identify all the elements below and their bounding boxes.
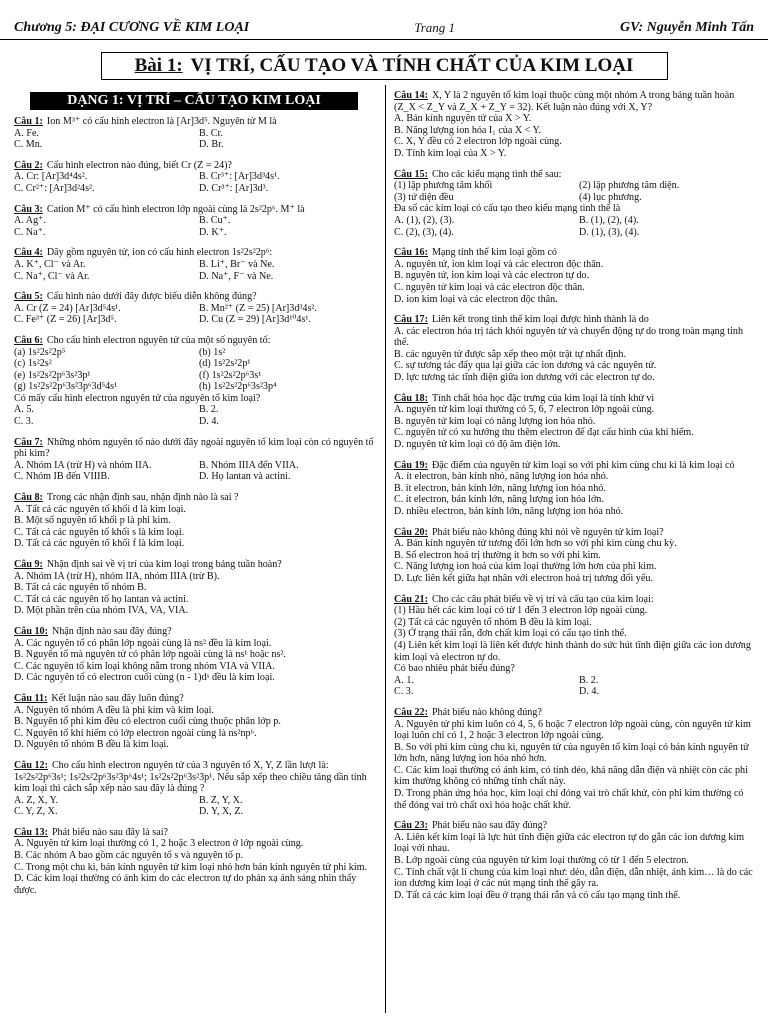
question-label: Câu 15: bbox=[394, 168, 428, 180]
answer-option: A. Nguyên tử phi kim luôn có 4, 5, 6 hoặc 7 electron lớp ngoài cùng, còn nguyên tử kim loại luôn chỉ có 1, 2 hoặc 3 electron lớp ngoài cùng. bbox=[394, 718, 751, 742]
question-block bbox=[394, 169, 754, 239]
page-header bbox=[0, 0, 768, 40]
answer-option: A. Cr (Z = 24) [Ar]3d⁵4s¹. bbox=[14, 302, 121, 314]
answer-options bbox=[14, 638, 374, 684]
answer-option: D. K⁺. bbox=[199, 226, 227, 238]
question-text: Câu 21: Cho các câu phát biểu về vị trí và cấu tạo của kim loại: bbox=[394, 593, 654, 605]
answer-options bbox=[14, 171, 374, 194]
answer-option: B. Nguyên tố phi kim đều có electron cuối cùng thuộc phân lớp p. bbox=[14, 716, 281, 728]
question-label: Câu 9: bbox=[14, 559, 43, 570]
answer-option: D. Tất cả các kim loại đều ở trạng thái rắn và có cấu tạo mạng tinh thể. bbox=[394, 889, 681, 901]
question-text: (4) Liên kết kim loại là liên kết được hình thành do sức hút tĩnh điện giữa các ion dương kim loại và electron tự do. bbox=[394, 639, 751, 663]
answer-option: A. Z, X, Y. bbox=[14, 794, 59, 806]
question-label: Câu 16: bbox=[394, 247, 428, 259]
question-label: Câu 8: bbox=[14, 492, 43, 504]
question-text: (3) Ở trạng thái rắn, đơn chất kim loại có cấu tạo tinh thể. bbox=[394, 628, 627, 640]
answer-option: C. Các kim loại thường có ánh kim, có tính dẻo, khả năng dẫn điện và nhiệt còn các phi kim thường không có những tính chất này. bbox=[394, 764, 748, 788]
question-text: Câu 1: Ion M³⁺ có cấu hình electron là [Ar]3d⁵. Nguyên tử M là bbox=[14, 116, 277, 127]
question-label: Câu 11: bbox=[14, 692, 48, 704]
answer-option: D. Na⁺, F⁻ và Ne. bbox=[199, 270, 274, 282]
question-block bbox=[394, 314, 754, 384]
answer-option: C. (2), (3), (4). bbox=[394, 226, 454, 238]
answer-option: A. ít electron, bán kính nhỏ, năng lượng ion hóa nhỏ. bbox=[394, 471, 609, 483]
answer-options bbox=[14, 128, 374, 151]
answer-option: A. Các nguyên tố có phân lớp ngoài cùng là ns² đều là kim loại. bbox=[14, 637, 272, 649]
answer-option: C. Trong một chu kì, bán kính nguyên tử kim loại nhỏ hơn bán kính nguyên tử phi kim. bbox=[14, 861, 368, 873]
question-label: Câu 22: bbox=[394, 706, 428, 718]
question-block bbox=[394, 527, 754, 585]
question-block bbox=[394, 594, 754, 698]
answer-option: B. Các nhóm A bao gồm các nguyên tố s và nguyên tố p. bbox=[14, 850, 244, 862]
answer-options bbox=[394, 326, 754, 384]
question-block bbox=[394, 393, 754, 451]
answer-option: A. 5. bbox=[14, 404, 34, 416]
answer-option: B. 2. bbox=[579, 674, 599, 686]
question-label: Câu 4: bbox=[14, 247, 43, 259]
answer-option: C. Tất cả các nguyên tố họ lantan và actini. bbox=[14, 593, 189, 605]
answer-options bbox=[394, 215, 754, 238]
answer-options bbox=[394, 675, 754, 698]
question-text: (1) Hầu hết các kim loại có từ 1 đến 3 electron lớp ngoài cùng. bbox=[394, 605, 648, 617]
question-block bbox=[394, 707, 754, 811]
question-block bbox=[14, 335, 374, 428]
answer-option: (a) 1s²2s²2p⁵ bbox=[14, 346, 66, 358]
answer-option: D. nhiều electron, bán kính lớn, năng lượng ion hóa nhỏ. bbox=[394, 506, 624, 517]
answer-option: D. Các kim loại thường có ánh kim do các electron tự do phản xạ ánh sáng nhìn thấy được. bbox=[14, 873, 357, 896]
answer-option: A. Nhóm IA (trừ H) và nhóm IIA. bbox=[14, 459, 152, 471]
answer-option: A. Fe. bbox=[14, 127, 39, 139]
question-label: Câu 13: bbox=[14, 826, 48, 838]
question-label: Câu 23: bbox=[394, 820, 428, 832]
question-text: Câu 23: Phát biểu nào sau đây đúng? bbox=[394, 820, 548, 832]
answer-option: D. (1), (3), (4). bbox=[579, 226, 640, 238]
answer-options bbox=[394, 471, 754, 517]
answer-option: A. Bán kính nguyên tử tương đối lớn hơn so với phi kim cùng chu kỳ. bbox=[394, 538, 677, 550]
answer-option: B. Nhóm IIIA đến VIIA. bbox=[199, 459, 299, 471]
answer-option: C. Năng lượng ion hoá của kim loại thường lớn hơn của phi kim. bbox=[394, 561, 657, 573]
answer-option: (g) 1s²2s²2p⁶3s²3p⁶3d⁵4s¹ bbox=[14, 381, 118, 393]
question-block bbox=[14, 626, 374, 684]
answer-options bbox=[394, 113, 754, 159]
question-block bbox=[394, 247, 754, 305]
answer-options bbox=[14, 705, 374, 751]
question-text: Câu 7: Những nhóm nguyên tố nào dưới đây ngoài nguyên tố kim loại còn có nguyên tố phi kim? bbox=[14, 436, 374, 460]
answer-option: C. Tính chất vật lí chung của kim loại như: dẻo, dẫn điện, dẫn nhiệt, ánh kim… là do các ion dương kim loại ở các nút mạng tinh thể gây ra. bbox=[394, 866, 753, 890]
answer-option: A. nguyên tử kim loại thường có 5, 6, 7 electron lớp ngoài cùng. bbox=[394, 404, 655, 416]
answer-option: (2) lập phương tâm diện. bbox=[579, 180, 680, 192]
question-text: Câu 8: Trong các nhận định sau, nhận định nào là sai ? bbox=[14, 492, 239, 504]
answer-option: A. Nguyên tử kim loại thường có 1, 2 hoặc 3 electron ở lớp ngoài cùng. bbox=[14, 838, 304, 850]
teacher-name: GV: Nguyễn Minh Tấn bbox=[620, 20, 754, 35]
answer-options bbox=[14, 215, 374, 238]
answer-option: A. K⁺, Cl⁻ và Ar. bbox=[14, 258, 86, 270]
answer-option: C. Cr²⁺: [Ar]3d²4s². bbox=[14, 182, 95, 194]
question-label: Câu 20: bbox=[394, 526, 428, 538]
answer-option: D. Một phần trên của nhóm IVA, VA, VIA. bbox=[14, 605, 189, 617]
question-label: Câu 12: bbox=[14, 759, 48, 771]
answer-option: (e) 1s²2s²2p⁶3s²3p¹ bbox=[14, 369, 91, 381]
question-block bbox=[394, 460, 754, 518]
answer-option: C. 3. bbox=[394, 686, 414, 698]
question-text: Câu 15: Cho các kiểu mạng tinh thể sau: bbox=[394, 168, 562, 180]
answer-option: D. nguyên tử kim loại có độ âm điện lớn. bbox=[394, 439, 561, 451]
question-text: Câu 19: Đặc điểm của nguyên tử kim loại so với phi kim cùng chu kì là kim loại có bbox=[394, 459, 735, 471]
answer-option: A. (1), (2), (3). bbox=[394, 214, 455, 226]
question-label: Câu 19: bbox=[394, 459, 428, 471]
answer-option: C. Nguyên tố khí hiếm có lớp electron ngoài cùng là ns²np⁶. bbox=[14, 727, 257, 739]
question-text: Câu 22: Phát biểu nào không đúng? bbox=[394, 706, 542, 718]
question-text: Câu 6: Cho cấu hình electron nguyên tử của một số nguyên tố: bbox=[14, 334, 271, 346]
question-text: Câu 4: Dãy gồm nguyên tử, ion có cấu hình electron 1s²2s²2p⁶: bbox=[14, 247, 273, 259]
answer-option: B. Cr³⁺: [Ar]3d³4s¹. bbox=[199, 171, 280, 183]
answer-option: B. (1), (2), (4). bbox=[579, 214, 639, 226]
answer-options bbox=[394, 538, 754, 584]
answer-option: (4) lục phương. bbox=[579, 191, 642, 203]
answer-option: B. Li⁺, Br⁻ và Ne. bbox=[199, 258, 275, 270]
answer-options bbox=[14, 259, 374, 282]
question-block bbox=[14, 247, 374, 282]
answer-option: C. X, Y đều có 2 electron lớp ngoài cùng. bbox=[394, 136, 562, 148]
answer-option: (3) tứ diện đều bbox=[394, 191, 454, 203]
answer-option: B. Cu⁺. bbox=[199, 215, 231, 227]
answer-option: A. Nhóm IA (trừ H), nhóm IIA, nhóm IIIA (trừ B). bbox=[14, 570, 220, 582]
question-label: Câu 1: bbox=[14, 116, 43, 127]
answer-option: D. ion kim loại và các electron độc thân. bbox=[394, 293, 558, 305]
answer-option: C. nguyên tử kim loại và các electron độc thân. bbox=[394, 281, 585, 293]
question-label: Câu 10: bbox=[14, 625, 48, 637]
question-text: Câu 5: Cấu hình nào dưới đây được biểu diễn không đúng? bbox=[14, 291, 257, 303]
answer-option: B. Mn²⁺ (Z = 25) [Ar]3d³4s². bbox=[199, 302, 317, 314]
answer-option: (f) 1s²2s²2p⁶3s¹ bbox=[199, 369, 262, 381]
right-column bbox=[394, 90, 754, 910]
answer-options bbox=[14, 460, 374, 483]
answer-option: (h) 1s²2s²2p⁶3s²3p⁴ bbox=[199, 381, 277, 393]
answer-option: B. So với phi kim cùng chu kì, nguyên tử của nguyên tố kim loại có bán kính nguyên tử lớn hơn, năng lượng ion hóa nhỏ hơn. bbox=[394, 741, 749, 765]
question-text: Câu 11: Kết luận nào sau đây luôn đúng? bbox=[14, 692, 184, 704]
answer-option: C. Y, Z, X. bbox=[14, 806, 58, 818]
question-block bbox=[14, 160, 374, 195]
answer-options bbox=[14, 303, 374, 326]
answer-option: A. Nguyên tố nhóm A đều là phi kim và kim loại. bbox=[14, 704, 214, 716]
answer-option: A. Cr: [Ar]3d⁴4s². bbox=[14, 171, 88, 183]
answer-option: D. Cu (Z = 29) [Ar]3d¹⁰4s¹. bbox=[199, 314, 311, 326]
answer-options bbox=[394, 180, 754, 203]
question-text: Câu 14: X, Y là 2 nguyên tố kim loại thuộc cùng một nhóm A trong bảng tuần hoàn (Z_X < Z_Y và Z_X + Z_Y = 32). Kết luận nào đúng với X, Y? bbox=[394, 90, 735, 113]
question-label: Câu 18: bbox=[394, 392, 428, 404]
answer-option: B. Một số nguyên tố khối p là phi kim. bbox=[14, 515, 171, 527]
question-text: Có mấy cấu hình electron nguyên tử của nguyên tố kim loại? bbox=[14, 392, 261, 404]
answer-option: B. 2. bbox=[199, 404, 219, 416]
question-text: Có bao nhiêu phát biểu đúng? bbox=[394, 663, 515, 675]
answer-option: (c) 1s²2s² bbox=[14, 358, 52, 370]
question-text: Câu 3: Cation M⁺ có cấu hình electron lớp ngoài cùng là 2s²2p⁶. M⁺ là bbox=[14, 203, 305, 215]
answer-option: C. Nhóm IB đến VIIIB. bbox=[14, 471, 110, 483]
question-text: Câu 18: Tính chất hóa học đặc trưng của kim loại là tính khử vì bbox=[394, 392, 655, 404]
answer-option: B. Z, Y, X. bbox=[199, 794, 243, 806]
answer-option: D. Các nguyên tố có electron cuối cùng (n - 1)dˣ đều là kim loại. bbox=[14, 672, 275, 684]
answer-option: B. Năng lượng ion hóa I₁ của X < Y. bbox=[394, 124, 542, 136]
question-label: Câu 14: bbox=[394, 90, 428, 101]
chapter-title: Chương 5: ĐẠI CƯƠNG VỀ KIM LOẠI bbox=[14, 20, 250, 35]
section-heading: DẠNG 1: VỊ TRÍ – CẤU TẠO KIM LOẠI bbox=[30, 92, 358, 110]
question-text: (2) Tất cả các nguyên tố nhóm B đều là kim loại. bbox=[394, 616, 592, 628]
answer-option: D. Tất cả các nguyên tố khối f là kim loại. bbox=[14, 538, 185, 550]
answer-option: D. Nguyên tố nhóm B đều là kim loại. bbox=[14, 739, 169, 751]
question-text: Câu 9: Nhận định sai về vị trí của kim loại trong bảng tuần hoàn? bbox=[14, 559, 282, 570]
answer-options bbox=[394, 259, 754, 305]
answer-option: D. 4. bbox=[579, 686, 599, 698]
answer-option: D. 4. bbox=[199, 416, 219, 428]
answer-options bbox=[14, 795, 374, 818]
question-block bbox=[14, 116, 374, 151]
answer-option: B. Tất cả các nguyên tố nhóm B. bbox=[14, 582, 147, 594]
answer-options bbox=[394, 832, 754, 902]
lesson-number: Bài 1: bbox=[134, 55, 183, 76]
question-label: Câu 3: bbox=[14, 203, 43, 215]
answer-option: D. Họ lantan và actini. bbox=[199, 471, 291, 483]
answer-option: D. Br. bbox=[199, 139, 224, 151]
answer-option: C. Các nguyên tố kim loại không nằm trong nhóm VIA và VIIA. bbox=[14, 660, 275, 672]
answer-option: C. Fe³⁺ (Z = 26) [Ar]3d⁵. bbox=[14, 314, 117, 326]
answer-option: C. nguyên tử có xu hướng thu thêm electron để đạt cấu hình của khí hiếm. bbox=[394, 427, 694, 439]
question-label: Câu 17: bbox=[394, 314, 428, 326]
answer-option: A. Liên kết kim loại là lực hút tĩnh điện giữa các electron tự do gắn các ion dương kim loại với nhau. bbox=[394, 831, 745, 855]
answer-option: B. Số electron hoá trị thường ít hơn so với phi kim. bbox=[394, 549, 601, 561]
left-column bbox=[14, 90, 374, 910]
answer-options bbox=[14, 404, 374, 427]
answer-option: (d) 1s²2s²2p¹ bbox=[199, 358, 251, 370]
question-text: Câu 13: Phát biểu nào sau đây là sai? bbox=[14, 826, 168, 838]
answer-option: A. nguyên tử, ion kim loại và các electron độc thân. bbox=[394, 258, 604, 270]
answer-option: B. các nguyên tử được sắp xếp theo một trật tự nhất định. bbox=[394, 348, 626, 360]
answer-option: C. Na⁺, Cl⁻ và Ar. bbox=[14, 270, 90, 282]
answer-options bbox=[14, 571, 374, 617]
answer-option: B. Cr. bbox=[199, 127, 223, 139]
answer-option: C. Mn. bbox=[14, 139, 43, 151]
question-label: Câu 2: bbox=[14, 159, 43, 171]
page-number: Trang 1 bbox=[414, 20, 456, 35]
question-block bbox=[14, 291, 374, 326]
question-text: Câu 12: Cho cấu hình electron nguyên tử của 3 nguyên tố X, Y, Z lần lượt là: 1s²2s²2p⁶3s¹; 1s²2s²2p⁶3s²3p⁶4s¹; 1s²2s²2p⁶3s²3p¹. Nếu sắp xếp theo chiều tăng dần tính kim loại thì cách sắp xếp nào sau đây là đúng ? bbox=[14, 759, 367, 795]
answer-options bbox=[394, 404, 754, 450]
answer-option: (1) lập phương tâm khối bbox=[394, 180, 493, 192]
answer-option: A. Bán kính nguyên tử của X > Y. bbox=[394, 113, 532, 125]
lesson-title bbox=[101, 52, 668, 80]
answer-option: D. Y, X, Z. bbox=[199, 806, 244, 818]
question-label: Câu 7: bbox=[14, 436, 43, 448]
answer-option: A. 1. bbox=[394, 674, 414, 686]
answer-options bbox=[14, 504, 374, 550]
question-text: Câu 2: Cấu hình electron nào đúng, biết Cr (Z = 24)? bbox=[14, 159, 232, 171]
question-block bbox=[394, 820, 754, 901]
answer-option: D. Lực liên kết giữa hạt nhân với electron hoá trị tương đối yếu. bbox=[394, 572, 653, 584]
question-text: Câu 10: Nhận định nào sau đây đúng? bbox=[14, 625, 172, 637]
answer-option: (b) 1s² bbox=[199, 346, 226, 358]
lesson-title-text: VỊ TRÍ, CẤU TẠO VÀ TÍNH CHẤT CỦA KIM LOẠI bbox=[190, 55, 634, 76]
answer-option: A. Tất cả các nguyên tố khối d là kim loại. bbox=[14, 503, 186, 515]
answer-option: D. Cr³⁺: [Ar]3d³. bbox=[199, 182, 269, 194]
answer-option: A. các electron hóa trị tách khỏi nguyên tử và chuyển động tự do trong toàn mạng tinh thể. bbox=[394, 325, 743, 349]
answer-option: A. Ag⁺. bbox=[14, 215, 46, 227]
answer-options bbox=[14, 838, 374, 896]
question-text: Câu 20: Phát biểu nào không đúng khi nói về nguyên tử kim loại? bbox=[394, 526, 664, 538]
answer-option: C. Tất cả các nguyên tố khối s là kim loại. bbox=[14, 526, 185, 538]
answer-options bbox=[394, 719, 754, 812]
question-block bbox=[14, 559, 374, 617]
question-label: Câu 21: bbox=[394, 593, 428, 605]
answer-options bbox=[14, 347, 374, 393]
answer-option: C. Na⁺. bbox=[14, 226, 46, 238]
question-label: Câu 5: bbox=[14, 291, 43, 303]
question-block bbox=[394, 90, 754, 160]
question-text: Câu 16: Mạng tinh thể kim loại gồm có bbox=[394, 247, 557, 259]
question-text: Câu 17: Liên kết trong tinh thể kim loại được hình thành là do bbox=[394, 314, 649, 326]
question-label: Câu 6: bbox=[14, 334, 43, 346]
answer-option: C. 3. bbox=[14, 416, 34, 428]
question-block bbox=[14, 693, 374, 751]
answer-option: B. nguyên tử, ion kim loại và các electron tự do. bbox=[394, 270, 590, 282]
question-block bbox=[14, 827, 374, 897]
answer-option: D. Trong phản ứng hóa học, kim loại chỉ đóng vai trò chất khử, còn phi kim thường có thể đóng vai trò chất oxi hóa hoặc chất khử. bbox=[394, 788, 744, 811]
answer-option: B. Lớp ngoài cùng của nguyên tử kim loại thường có từ 1 đến 5 electron. bbox=[394, 855, 689, 867]
question-block bbox=[14, 492, 374, 550]
question-block bbox=[14, 760, 374, 818]
answer-option: D. Tính kim loại của X > Y. bbox=[394, 147, 507, 159]
question-text: Đa số các kim loại có cấu tạo theo kiểu mạng tinh thể là bbox=[394, 203, 621, 215]
answer-option: B. nguyên tử kim loại có năng lượng ion hóa nhỏ. bbox=[394, 415, 596, 427]
answer-option: B. ít electron, bán kính lớn, năng lượng ion hóa nhỏ. bbox=[394, 482, 606, 494]
answer-option: B. Nguyên tố mà nguyên tử có phân lớp ngoài cùng là ns¹ hoặc ns². bbox=[14, 649, 286, 661]
answer-option: D. lực tương tác tĩnh điện giữa ion dương với các electron tự do. bbox=[394, 372, 655, 384]
column-divider bbox=[385, 85, 386, 1013]
answer-option: C. ít electron, bán kính lớn, năng lượng ion hóa lớn. bbox=[394, 494, 604, 506]
question-block bbox=[14, 204, 374, 239]
answer-option: C. sự tương tác đẩy qua lại giữa các ion dương và các nguyên tử. bbox=[394, 360, 657, 372]
question-block bbox=[14, 437, 374, 483]
